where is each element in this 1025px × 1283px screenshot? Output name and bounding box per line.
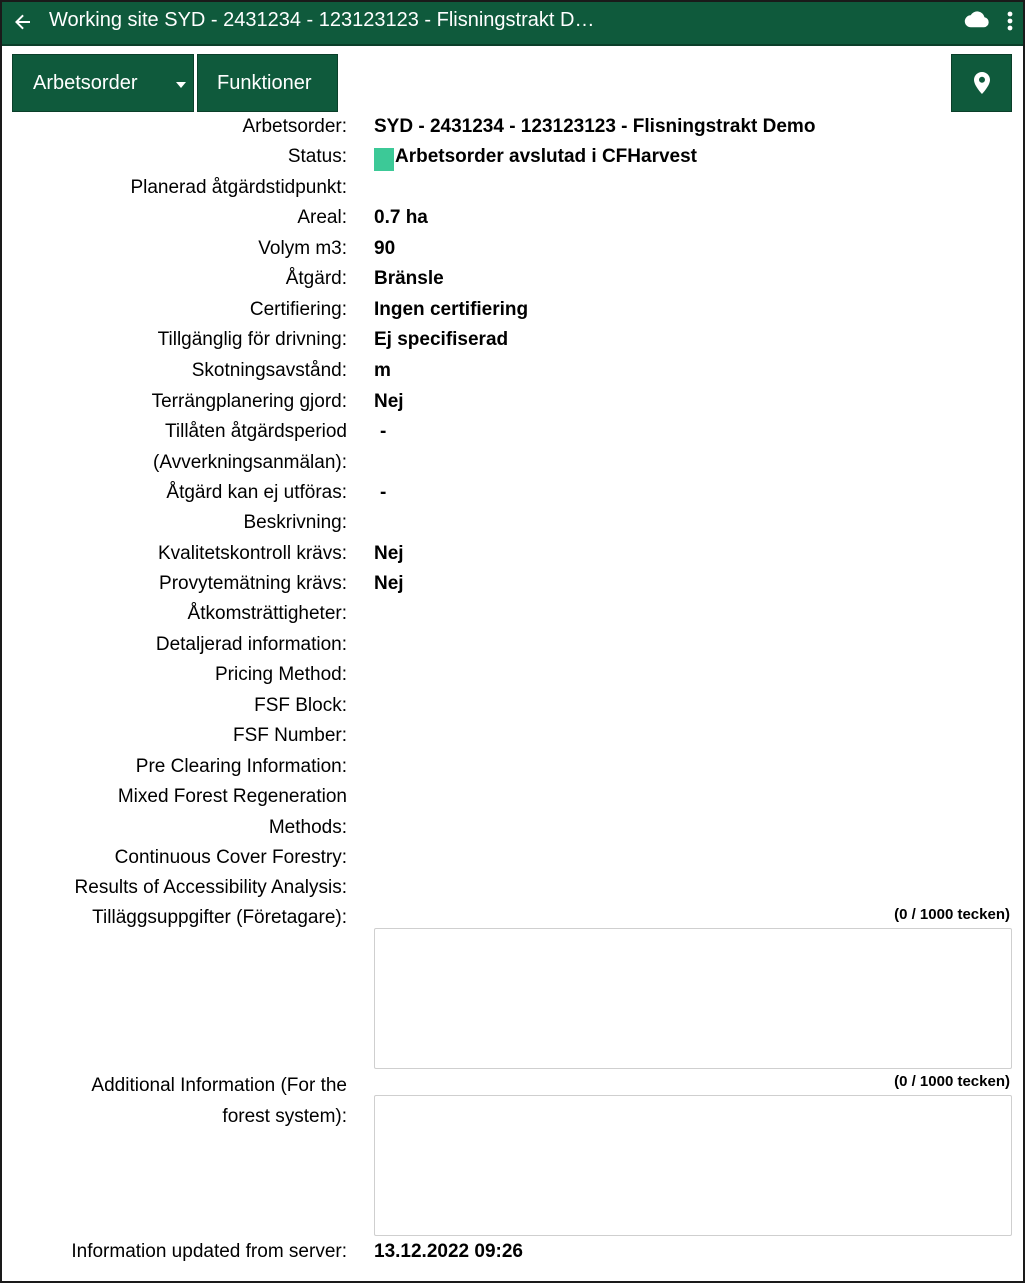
field-row-atgard-ej-utforas (2, 480, 1023, 510)
field-value: Nej (374, 391, 404, 412)
additional-info-label (91, 1070, 347, 1132)
field-value: Bränsle (374, 268, 444, 289)
arbetsorder-button-label: Arbetsorder (33, 72, 138, 94)
field-row-avverkningsanmalan (2, 450, 1023, 480)
funktioner-button[interactable] (197, 54, 338, 112)
field-label: Volym m3: (258, 238, 347, 259)
field-label: Pricing Method: (214, 664, 347, 685)
page-title: Working site SYD - 2431234 - 123123123 - Flisningstrakt D… (49, 9, 595, 31)
field-value: SYD - 2431234 - 123123123 - Flisningstrakt Demo (374, 116, 816, 137)
field-label: Results of Accessibility Analysis: (74, 877, 347, 898)
field-label: Status: (287, 146, 347, 167)
field-label: Certifiering: (249, 299, 347, 320)
field-row-methods (2, 815, 1023, 845)
field-label: (Avverkningsanmälan): (153, 452, 347, 473)
field-value: - (380, 421, 387, 442)
field-row-certifiering (2, 297, 1023, 327)
map-button[interactable] (951, 54, 1012, 112)
field-label: Continuous Cover Forestry: (114, 847, 347, 868)
more-vertical-icon[interactable] (1004, 9, 1016, 33)
field-row-arbetsorder (2, 114, 1023, 144)
top-app-bar (2, 2, 1023, 46)
field-label: Planerad åtgärdstidpunkt: (130, 177, 347, 198)
field-value: Ingen certifiering (374, 299, 529, 320)
field-label: Tillgänglig för drivning: (157, 329, 347, 350)
field-row-updated (2, 1239, 1023, 1269)
field-row-accessibility (2, 875, 1023, 905)
additional-char-counter: (0 / 1000 tecken) (894, 1073, 1010, 1090)
field-row-atgard (2, 266, 1023, 296)
field-row-atkomstrattigheter (2, 601, 1023, 631)
field-label: Åtgärd kan ej utföras: (166, 482, 347, 503)
additional-info-label-line1: Additional Information (For the (91, 1075, 347, 1096)
field-row-pre-clearing (2, 754, 1023, 784)
updated-label: Information updated from server: (71, 1241, 347, 1262)
field-label: Detaljerad information: (155, 634, 347, 655)
field-row-fsf-number (2, 723, 1023, 753)
field-label: Provytemätning krävs: (159, 573, 347, 594)
field-row-kvalitetskontroll (2, 541, 1023, 571)
field-label: FSF Block: (254, 695, 347, 716)
field-value: m (374, 360, 391, 381)
field-value: 90 (374, 238, 396, 259)
funktioner-button-label: Funktioner (217, 72, 312, 94)
field-row-continuous-cover (2, 845, 1023, 875)
updated-value: 13.12.2022 09:26 (374, 1241, 523, 1262)
field-label: Methods: (268, 817, 347, 838)
field-value: Ej specifiserad (374, 329, 509, 350)
arrow-left-icon[interactable] (10, 10, 34, 34)
field-row-detaljerad (2, 632, 1023, 662)
field-label: Beskrivning: (243, 512, 347, 533)
field-value: Nej (374, 543, 404, 564)
field-label: FSF Number: (232, 725, 347, 746)
field-label: Tilläggsuppgifter (Företagare): (92, 907, 347, 928)
field-row-planerad (2, 175, 1023, 205)
field-label: Arbetsorder: (242, 116, 347, 137)
arbetsorder-dropdown-button[interactable] (12, 54, 194, 112)
field-row-mixed-forest (2, 784, 1023, 814)
field-value: 0.7 ha (374, 207, 428, 228)
field-row-status (2, 144, 1023, 174)
field-row-beskrivning (2, 510, 1023, 540)
field-label: Pre Clearing Information: (135, 756, 347, 777)
field-row-tillaten-period (2, 419, 1023, 449)
field-label: Mixed Forest Regeneration (117, 786, 347, 807)
tillaggsuppgifter-textarea[interactable] (374, 928, 1012, 1069)
field-row-volym (2, 236, 1023, 266)
field-label: Terrängplanering gjord: (151, 391, 347, 412)
field-row-terrangplanering (2, 389, 1023, 419)
field-value: - (380, 482, 387, 503)
field-label: Areal: (297, 207, 347, 228)
additional-info-textarea[interactable] (374, 1095, 1012, 1236)
field-label: Tillåten åtgärdsperiod (164, 421, 347, 442)
field-row-provytematning (2, 571, 1023, 601)
map-pin-icon (973, 71, 991, 95)
caret-down-icon (176, 82, 186, 88)
status-value: Arbetsorder avslutad i CFHarvest (395, 146, 697, 167)
field-label: Åtkomsträttigheter: (187, 603, 347, 624)
field-row-fsf-block (2, 693, 1023, 723)
field-row-tillganglig (2, 327, 1023, 357)
field-label: Kvalitetskontroll krävs: (157, 543, 347, 564)
field-row-areal (2, 205, 1023, 235)
tillagg-char-counter: (0 / 1000 tecken) (894, 906, 1010, 923)
field-row-skotningsavstand (2, 358, 1023, 388)
additional-info-label-line2: forest system): (222, 1106, 347, 1127)
status-color-indicator (374, 148, 394, 171)
field-row-pricing-method (2, 662, 1023, 692)
field-value: Nej (374, 573, 404, 594)
cloud-icon[interactable] (964, 9, 990, 29)
field-label: Åtgärd: (285, 268, 347, 289)
field-label: Skotningsavstånd: (191, 360, 347, 381)
